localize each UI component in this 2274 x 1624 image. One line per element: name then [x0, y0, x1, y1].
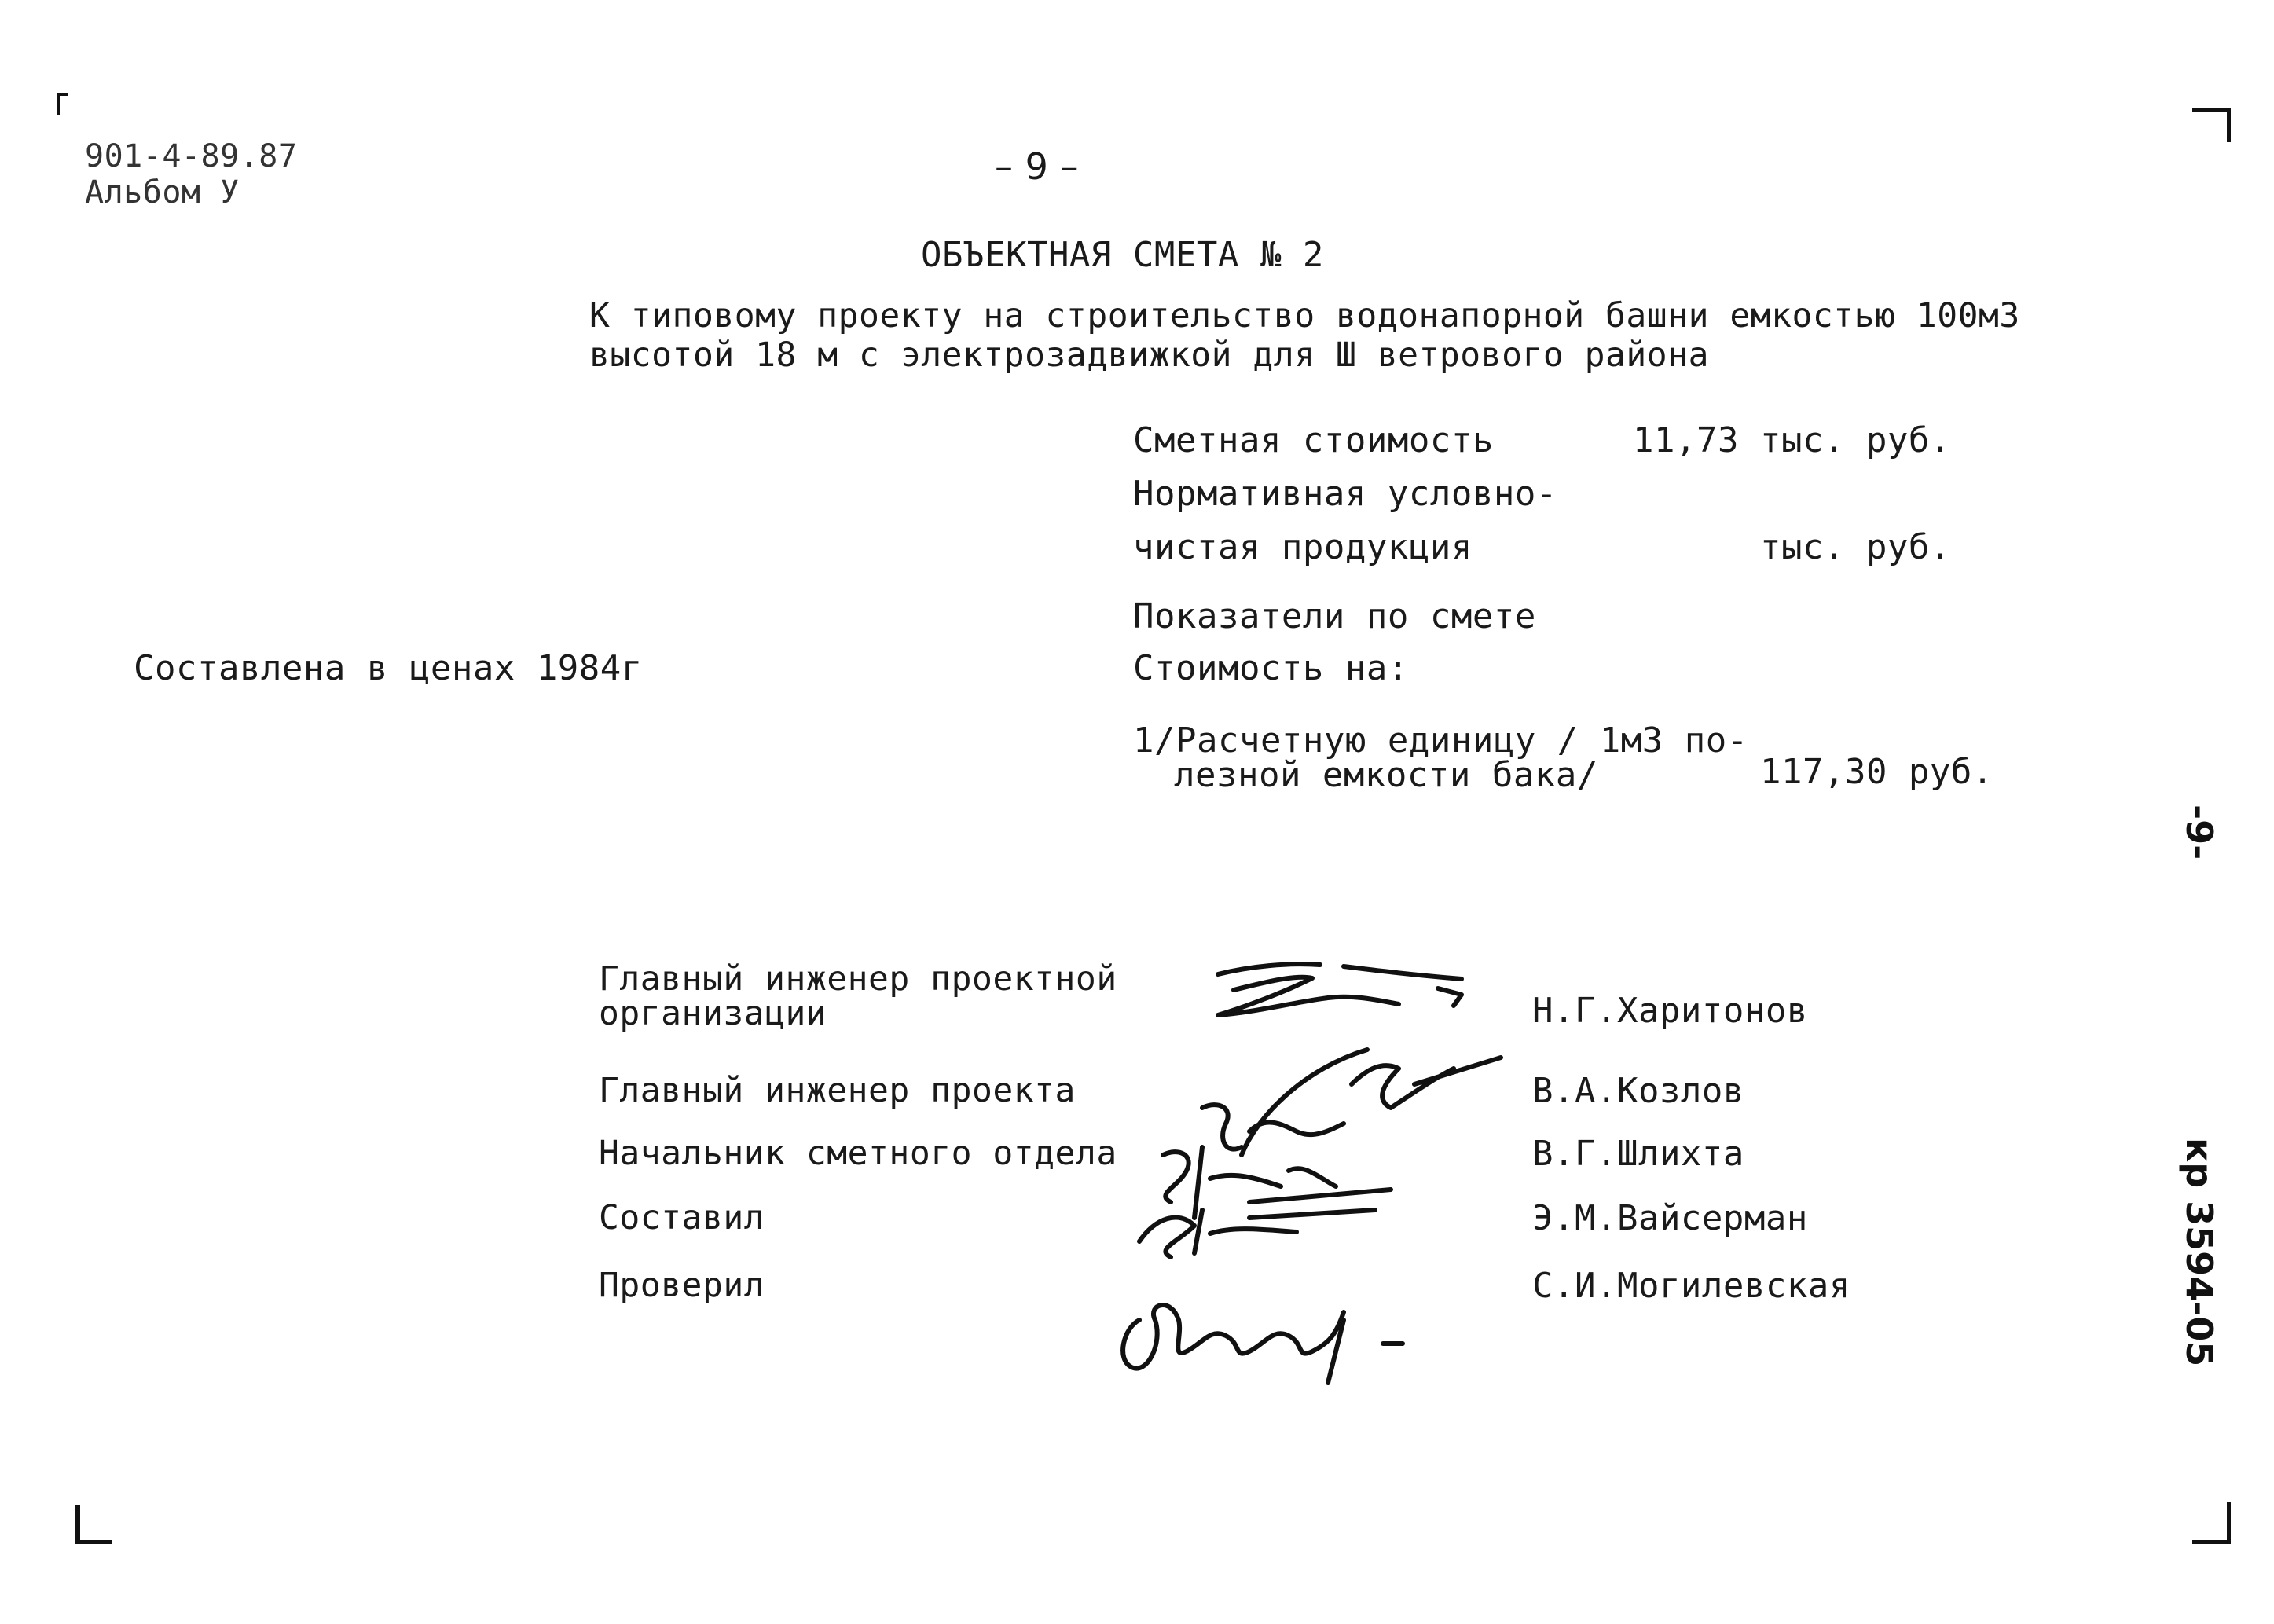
signature-name-4: Э.М.Вайсерман [1532, 1198, 1808, 1238]
subtitle-line2: высотой 18 м с электрозадвижкой для Ш ветрового района [589, 335, 1709, 375]
norm-unit: тыс. руб. [1760, 527, 1951, 567]
corner-mark-bottom-left [75, 1505, 80, 1544]
norm-label-line2: чистая продукция [1133, 527, 1473, 567]
corner-mark-top-right [2192, 108, 2230, 112]
corner-mark-bottom-left-h [75, 1540, 112, 1544]
margin-page-number: -9- [2178, 805, 2221, 860]
unit-label-line2: лезной емкости бака/ [1174, 755, 1598, 795]
subtitle-line1: К типовому проекту на строительство водонапорной башни емкостью 100м3 [589, 296, 2020, 335]
unit-value: 117,30 руб. [1760, 752, 1993, 792]
signature-position-5: Проверил [599, 1266, 765, 1305]
signature-name-2: В.А.Козлов [1532, 1071, 1744, 1111]
signature-mogilevskaya [1092, 1273, 1422, 1391]
corner-mark-top-right-v [2227, 108, 2231, 142]
signature-position-1b: организации [599, 994, 827, 1033]
signature-name-5: С.И.Могилевская [1532, 1266, 1850, 1306]
corner-mark-bottom-right-h [2192, 1540, 2231, 1544]
corner-mark-top-left-h [57, 93, 68, 96]
indicators-label: Показатели по смете [1133, 596, 1536, 636]
page-title: ОБЪЕКТНАЯ СМЕТА № 2 [921, 235, 1324, 275]
cost-value: 11,73 [1633, 420, 1739, 460]
corner-mark-bottom-right [2227, 1502, 2231, 1543]
norm-label-line1: Нормативная условно- [1133, 474, 1557, 514]
margin-stamp: кр 3594-05 [2178, 1138, 2221, 1367]
signature-vaysberman [1124, 1186, 1391, 1265]
signature-kharitonov [1202, 943, 1485, 1029]
album-label: Альбом У [85, 174, 240, 211]
signature-name-3: В.Г.Шлихта [1532, 1134, 1744, 1174]
signature-position-2: Главный инженер проекта [599, 1071, 1076, 1110]
signature-name-1: Н.Г.Харитонов [1532, 991, 1808, 1031]
signature-position-1a: Главный инженер проектной [599, 959, 1117, 999]
unit-label-line1: 1/Расчетную единицу / 1м3 по- [1133, 720, 1748, 761]
cost-per-label: Стоимость на: [1133, 648, 1409, 688]
signature-position-4: Составил [599, 1198, 765, 1237]
signature-position-3: Начальник сметного отдела [599, 1134, 1117, 1173]
page-number: – 9 – [995, 145, 1080, 188]
corner-mark-top-left [57, 93, 60, 115]
cost-unit: тыс. руб. [1760, 420, 1951, 460]
prices-note: Составлена в ценах 1984г [134, 648, 643, 688]
cost-label: Сметная стоимость [1133, 420, 1494, 460]
document-code: 901-4-89.87 [85, 138, 298, 174]
